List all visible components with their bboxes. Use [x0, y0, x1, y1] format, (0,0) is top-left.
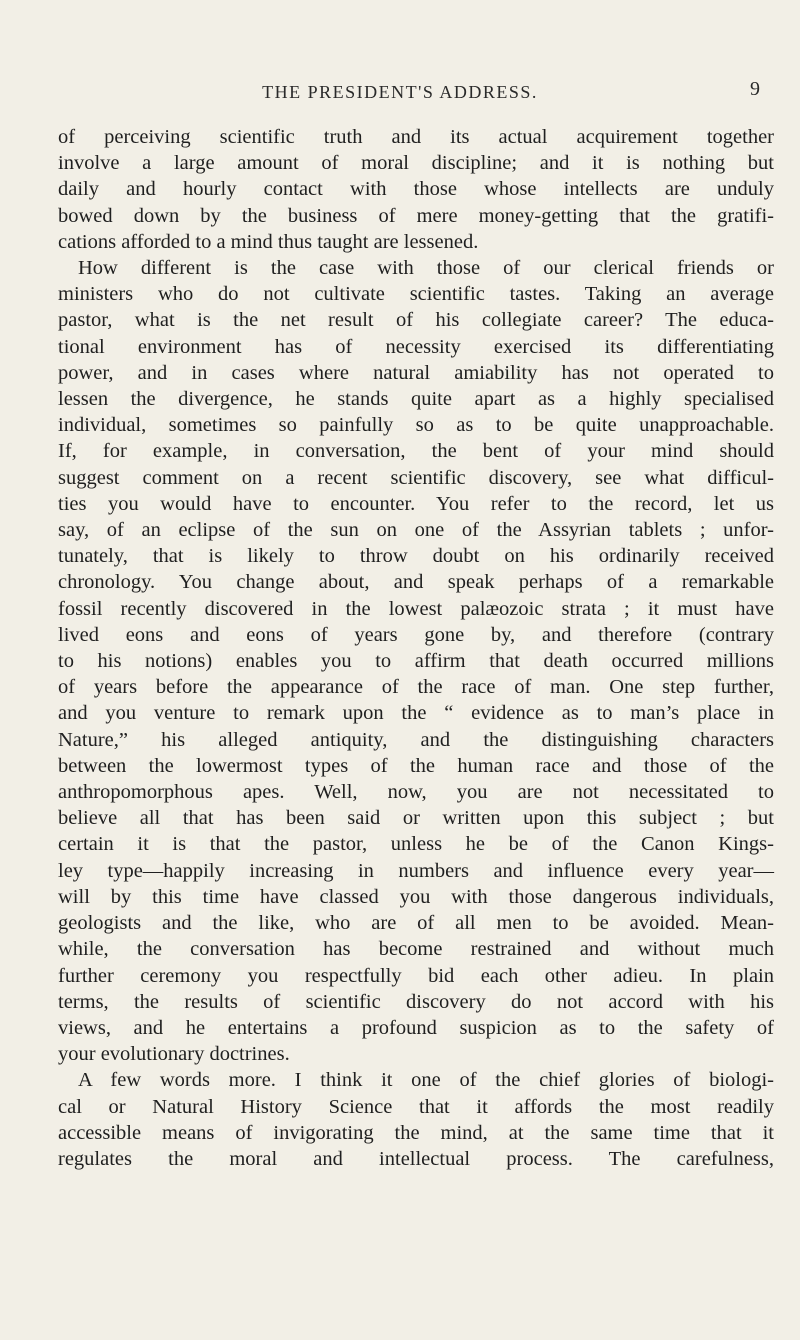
running-head: THE PRESIDENT'S ADDRESS.	[262, 82, 538, 102]
text-line: cations afforded to a mind thus taught are lessened.	[58, 230, 479, 253]
text-line: anthropomorphous apes. Well, now, you are not necessitated to	[58, 781, 774, 804]
text-line: to his notions) enables you to affirm that death occurred millions	[58, 650, 774, 673]
text-line: ministers who do not cultivate scientific tastes. Taking an average	[58, 283, 774, 306]
text-line: How different is the case with those of our clerical friends or	[78, 257, 774, 280]
text-line: accessible means of invigorating the mind, at the same time that it	[58, 1121, 774, 1144]
text-line: daily and hourly contact with those whose intellects are unduly	[58, 178, 774, 201]
text-line: believe all that has been said or written upon this subject ; but	[58, 807, 774, 830]
text-line: and you venture to remark upon the “ evidence as to man’s place in	[58, 702, 774, 725]
text-line: chronology. You change about, and speak perhaps of a remarkable	[58, 571, 774, 594]
text-line: tunately, that is likely to throw doubt on his ordinarily received	[58, 545, 774, 568]
text-line: bowed down by the business of mere money-getting that the gratifi-	[58, 204, 774, 227]
text-line: suggest comment on a recent scientific discovery, see what difficul-	[58, 466, 774, 489]
text-line: individual, sometimes so painfully so as to be quite unapproachable.	[58, 414, 774, 437]
text-line: geologists and the like, who are of all men to be avoided. Mean-	[58, 912, 774, 935]
text-line: lessen the divergence, he stands quite apart as a highly specialised	[58, 388, 774, 411]
text-line: pastor, what is the net result of his collegiate career? The educa-	[58, 309, 774, 332]
text-line: fossil recently discovered in the lowest palæozoic strata ; it must have	[58, 597, 774, 620]
text-line: power, and in cases where natural amiability has not operated to	[58, 361, 774, 384]
text-line: involve a large amount of moral discipline; and it is nothing but	[58, 152, 774, 175]
text-line: certain it is that the pastor, unless he be of the Canon Kings-	[58, 833, 774, 856]
text-line: ties you would have to encounter. You refer to the record, let us	[58, 492, 774, 515]
text-line: A few words more. I think it one of the chief glories of biologi-	[78, 1069, 774, 1092]
text-line: lived eons and eons of years gone by, and therefore (contrary	[58, 623, 774, 646]
text-line: of years before the appearance of the race of man. One step further,	[58, 676, 774, 699]
page-number: 9	[750, 78, 760, 100]
text-line: while, the conversation has become restrained and without much	[58, 938, 774, 961]
text-line: views, and he entertains a profound suspicion as to the safety of	[58, 1016, 774, 1039]
text-line: cal or Natural History Science that it affords the most readily	[58, 1095, 774, 1118]
body-text	[58, 124, 774, 1172]
text-line: terms, the results of scientific discovery do not accord with his	[58, 990, 774, 1013]
text-line: of perceiving scientific truth and its actual acquirement together	[58, 126, 774, 148]
text-line: say, of an eclipse of the sun on one of the Assyrian tablets ; unfor-	[58, 519, 774, 542]
text-line: tional environment has of necessity exercised its differentiating	[58, 335, 774, 358]
text-line: will by this time have classed you with those dangerous individuals,	[58, 885, 774, 908]
text-line: your evolutionary doctrines.	[58, 1043, 290, 1066]
text-line: regulates the moral and intellectual process. The carefulness,	[58, 1147, 774, 1170]
text-line: further ceremony you respectfully bid each other adieu. In plain	[58, 964, 774, 987]
text-line: ley type—happily increasing in numbers and influence every year—	[58, 859, 774, 882]
text-line: If, for example, in conversation, the bent of your mind should	[58, 440, 774, 463]
text-line: between the lowermost types of the human race and those of the	[58, 754, 774, 777]
text-line: Nature,” his alleged antiquity, and the distinguishing characters	[58, 728, 774, 751]
